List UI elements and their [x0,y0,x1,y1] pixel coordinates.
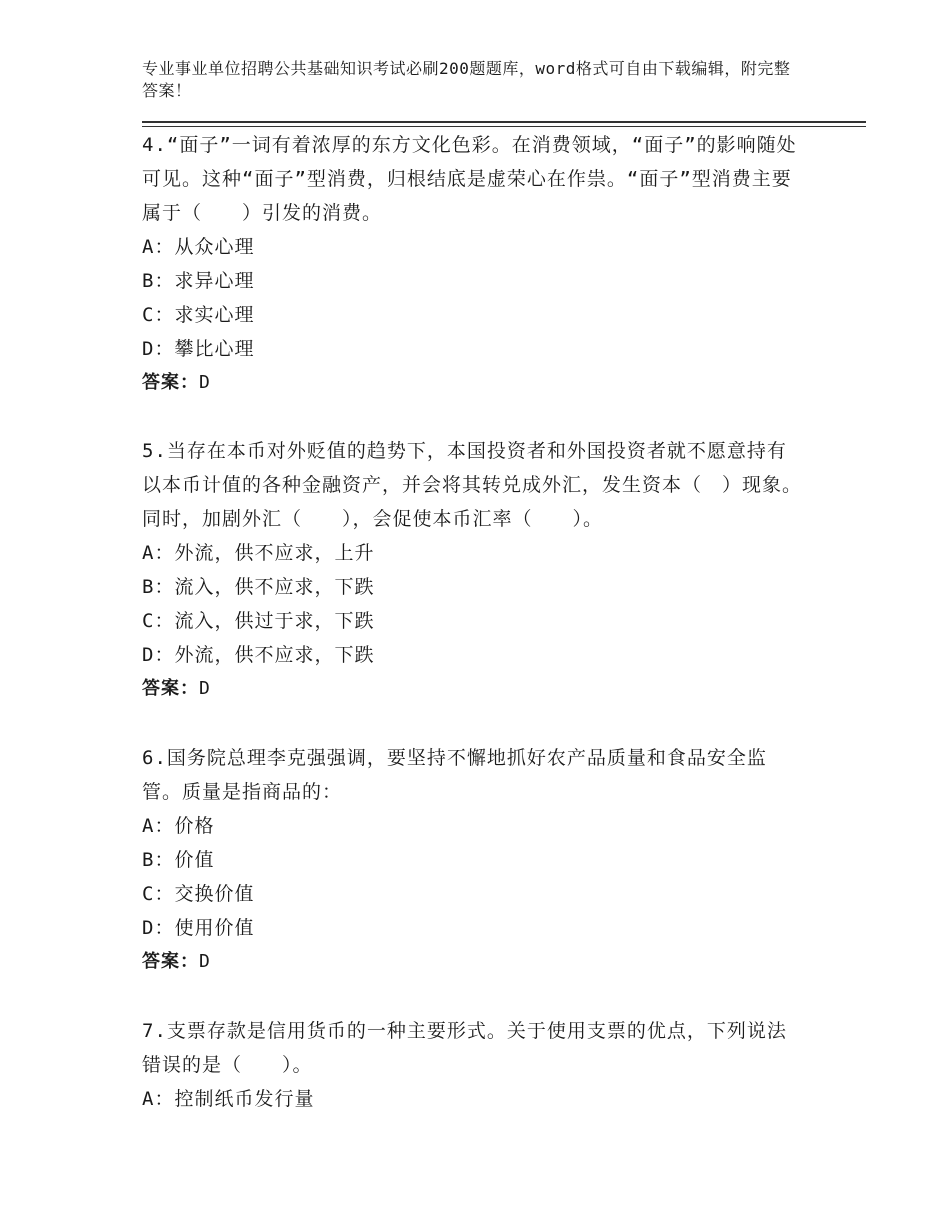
option-c: C：求实心理 [142,304,255,326]
header-divider-thin [142,126,866,127]
question-stem: 5.当存在本币对外贬值的趋势下，本国投资者和外国投资者就不愿意持有以本币计值的各种金融资产，并会将其转兑成外汇，发生资本（ ）现象。同时，加剧外汇（ ），会促使本币汇率（ ）。 [142,440,803,530]
option-d: D：使用价值 [142,917,255,939]
page-header: 专业事业单位招聘公共基础知识考试必刷200题题库，word格式可自由下载编辑，附完整答案！ [142,59,791,100]
option-b: B：求异心理 [142,270,255,292]
question-stem: 6.国务院总理李克强强调，要坚持不懈地抓好农产品质量和食品安全监管。质量是指商品的： [142,747,767,803]
option-c: C：交换价值 [142,883,255,905]
option-d: D：攀比心理 [142,338,255,360]
question-6 [142,741,802,979]
option-a: A：外流，供不应求，上升 [142,542,375,564]
header-divider-thick [142,121,866,123]
answer-line [142,366,802,400]
option-a: A：价格 [142,815,215,837]
answer-label: 答案： [142,951,199,972]
answer-line [142,945,802,979]
answer-label: 答案： [142,678,199,699]
question-5 [142,434,802,706]
question-stem: 4.“面子”一词有着浓厚的东方文化色彩。在消费领域，“面子”的影响随处可见。这种“面子”型消费，归根结底是虚荣心在作祟。“面子”型消费主要属于（ ）引发的消费。 [142,134,797,224]
option-a: A：控制纸币发行量 [142,1088,315,1110]
option-c: C：流入，供过于求，下跌 [142,610,375,632]
option-b: B：价值 [142,849,215,871]
answer-line [142,672,802,706]
question-4 [142,128,802,400]
question-stem: 7.支票存款是信用货币的一种主要形式。关于使用支票的优点，下列说法错误的是（ ）。 [142,1020,787,1076]
answer-label: 答案： [142,372,199,393]
option-d: D：外流，供不应求，下跌 [142,644,375,666]
option-b: B：流入，供不应求，下跌 [142,576,375,598]
answer-value: D [199,372,211,393]
option-a: A：从众心理 [142,236,255,258]
answer-value: D [199,678,211,699]
answer-value: D [199,951,211,972]
question-7 [142,1014,802,1116]
